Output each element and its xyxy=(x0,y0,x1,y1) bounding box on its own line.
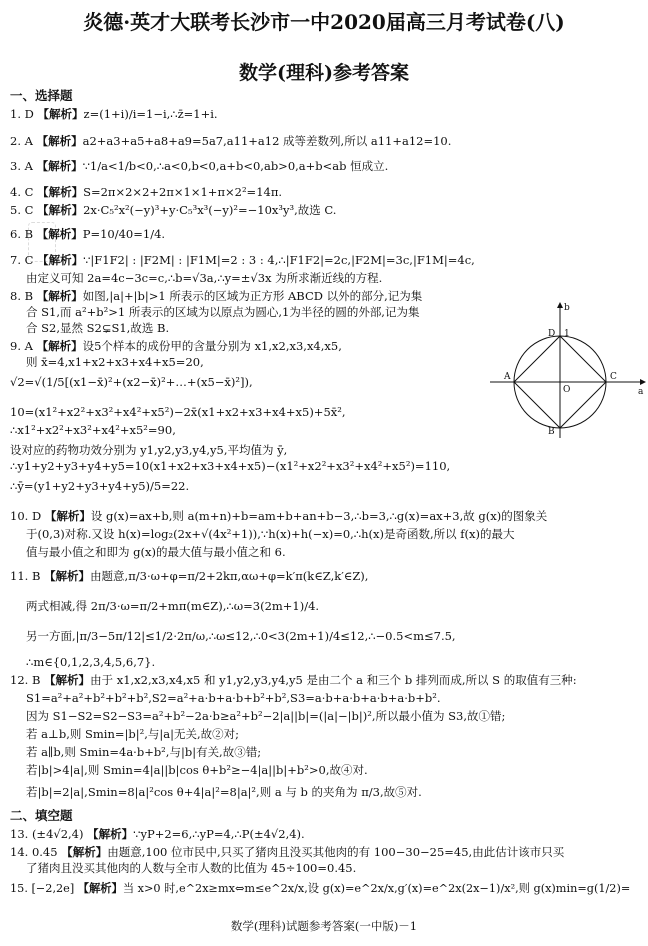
answer-line: ∴y1+y2+y3+y4+y5=10(x1+x2+x3+x4+x5)−(x1²+x2²+x3²+x4²+x5²)=110, xyxy=(10,459,451,473)
answer-line: 若 a⊥b,则 Smin=|b|²,与|a|无关,故②对; xyxy=(26,727,240,741)
analysis-tag: 【解析】 xyxy=(44,509,91,523)
label-b: B xyxy=(548,427,555,437)
answer-line: √2=√(1/5[(x1−x̄)²+(x2−x̄)²+…+(x5−x̄)²]), xyxy=(10,375,253,389)
analysis-tag: 【解析】 xyxy=(44,569,91,583)
y-axis-arrow xyxy=(557,302,563,308)
page-subtitle: 数学(理科)参考答案 xyxy=(239,62,409,84)
answer-line: 9. A 【解析】设5个样本的成份甲的含量分别为 x1,x2,x3,x4,x5, xyxy=(10,339,342,353)
label-c: C xyxy=(610,372,617,382)
section-fill: 二、填空题 xyxy=(10,808,73,823)
answer-line: 10. D 【解析】设 g(x)=ax+b,则 a(m+n)+b=am+b+an+b−3,∴b=3,∴g(x)=ax+3,故 g(x)的图象关 xyxy=(10,509,548,523)
answer-line: ∴ȳ=(y1+y2+y3+y4+y5)/5=22. xyxy=(10,479,190,493)
answer-line: 因为 S1−S2=S2−S3=a²+b²−2a·b≥a²+b²−2|a||b|=(|a|−|b|)²,所以最小值为 S3,故①错; xyxy=(26,709,506,723)
label-a: A xyxy=(504,372,511,382)
answer-line: 若|b|=2|a|,Smin=8|a|²cos θ+4|a|²=8|a|²,则 a 与 b 的夹角为 π/3,故⑤对. xyxy=(26,785,422,799)
answer-line: 则 x̄=4,x1+x2+x3+x4+x5=20, xyxy=(26,355,204,369)
answer-line: 10=(x1²+x2²+x3²+x4²+x5²)−2x̄(x1+x2+x3+x4+x5)+5x̄², xyxy=(10,405,346,419)
analysis-tag: 【解析】 xyxy=(36,159,83,173)
answer-line: 11. B 【解析】由题意,π/3·ω+φ=π/2+2kπ,αω+φ=k′π(k∈Z,k′∈Z), xyxy=(10,569,369,583)
analysis-tag: 【解析】 xyxy=(36,227,83,241)
x-axis-arrow xyxy=(640,379,646,385)
page-title: 炎德·英才大联考长沙市一中2020届高三月考试卷(八) xyxy=(83,10,565,34)
label-b-axis: b xyxy=(564,303,570,313)
analysis-tag: 【解析】 xyxy=(36,134,83,148)
answer-line: 若 a∥b,则 Smin=4a·b+b²,与|b|有关,故③错; xyxy=(26,745,262,759)
label-o: O xyxy=(563,385,571,395)
answer-line: 6. B 【解析】P=10/40=1/4. xyxy=(10,227,166,241)
answer-line: 1. D 【解析】z=(1+i)/i=1−i,∴z̄=1+i. xyxy=(10,107,218,121)
analysis-tag: 【解析】 xyxy=(37,253,84,267)
label-d: D xyxy=(548,329,556,339)
answer-line: 合 S1,而 a²+b²>1 所表示的区域为以原点为圆心,1为半径的圆的外部,记为集 xyxy=(26,305,420,319)
answer-line: ∴m∈{0,1,2,3,4,5,6,7}. xyxy=(26,655,156,669)
label-a-axis: a xyxy=(638,387,644,397)
analysis-tag: 【解析】 xyxy=(37,185,84,199)
analysis-tag: 【解析】 xyxy=(61,845,108,859)
answer-line: 由定义可知 2a=4c−3c=c,∴b=√3a,∴y=±√3x 为所求渐近线的方程. xyxy=(26,271,383,285)
analysis-tag: 【解析】 xyxy=(77,881,123,895)
answer-line: 设对应的药物功效分别为 y1,y2,y3,y4,y5,平均值为 ȳ, xyxy=(10,443,288,457)
answer-line: 两式相减,得 2π/3·ω=π/2+mπ(m∈Z),∴ω=3(2m+1)/4. xyxy=(26,599,320,613)
analysis-tag: 【解析】 xyxy=(44,673,91,687)
answer-line: 于(0,3)对称.又设 h(x)=log₂(2x+√(4x²+1)),∵h(x)+h(−x)=0,∴h(x)是奇函数,所以 f(x)的最大 xyxy=(26,527,515,541)
answer-line: 7. C 【解析】∵|F1F2| : |F2M| : |F1M|=2 : 3 : 4,∴|F1F2|=2c,|F2M|=3c,|F1M|=4c, xyxy=(10,253,475,267)
section-choice: 一、选择题 xyxy=(10,88,73,103)
answer-line: 13. (±4√2,4) 【解析】∵yP+2=6,∴yP=4,∴P(±4√2,4). xyxy=(10,827,305,841)
answer-line: 另一方面,|π/3−5π/12|≤1/2·2π/ω,∴ω≤12,∴0<3(2m+1)/4≤12,∴−0.5<m≤7.5, xyxy=(26,629,456,643)
analysis-tag: 【解析】 xyxy=(36,289,83,303)
answer-line: 2. A 【解析】a2+a3+a5+a8+a9=5a7,a11+a12 成等差数列,所以 a11+a12=10. xyxy=(10,134,452,148)
answer-line: 3. A 【解析】∵1/a<1/b<0,∴a<0,b<0,a+b<0,ab>0,a+b<ab 恒成立. xyxy=(10,159,389,173)
answer-line: 合 S2,显然 S2⊊S1,故选 B. xyxy=(26,321,170,335)
answer-line: 12. B 【解析】由于 x1,x2,x3,x4,x5 和 y1,y2,y3,y4,y5 是由二个 a 和三个 b 排列而成,所以 S 的取值有三种: xyxy=(10,673,577,687)
answer-line: 5. C 【解析】2x·C₅²x²(−y)³+y·C₅³x³(−y)²=−10x³y³,故选 C. xyxy=(10,203,337,217)
analysis-tag: 【解析】 xyxy=(87,827,134,841)
page-footer: 数学(理科)试题参考答案(一中版)－1 xyxy=(230,919,418,933)
answer-line: S1=a²+a²+b²+b²+b²,S2=a²+a·b+a·b+b²+b²,S3=a·b+a·b+a·b+a·b+b². xyxy=(26,691,441,705)
label-one: 1 xyxy=(564,329,570,339)
answer-line: 8. B 【解析】如图,|a|+|b|>1 所表示的区域为正方形 ABCD 以外的部分,记为集 xyxy=(10,289,423,303)
answer-line: 若|b|>4|a|,则 Smin=4|a||b|cos θ+b²≥−4|a||b|+b²>0,故④对. xyxy=(26,763,368,777)
analysis-tag: 【解析】 xyxy=(36,339,83,353)
answer-line: 15. [−2,2e] 【解析】当 x>0 时,e^2x≥mx⇔m≤e^2x/x,设 g(x)=e^2x/x,g′(x)=e^2x(2x−1)/x²,则 g(x)min=g(1/2)= xyxy=(10,881,631,895)
answer-line: 了猪肉且没买其他肉的人数与全市人数的比值为 45÷100=0.45. xyxy=(26,861,357,875)
answer-line: 值与最小值之和即为 g(x)的最大值与最小值之和 6. xyxy=(26,545,286,559)
answer-line: ∴x1²+x2²+x3²+x4²+x5²=90, xyxy=(10,423,176,437)
unit-circle-square-figure xyxy=(488,300,648,440)
answer-line: 14. 0.45 【解析】由题意,100 位市民中,只买了猪肉且没买其他肉的有 100−30−25=45,由此估计该市只买 xyxy=(10,845,565,859)
analysis-tag: 【解析】 xyxy=(37,203,84,217)
answer-line: 4. C 【解析】S=2π×2×2+2π×1×1+π×2²=14π. xyxy=(10,185,283,199)
analysis-tag: 【解析】 xyxy=(37,107,84,121)
